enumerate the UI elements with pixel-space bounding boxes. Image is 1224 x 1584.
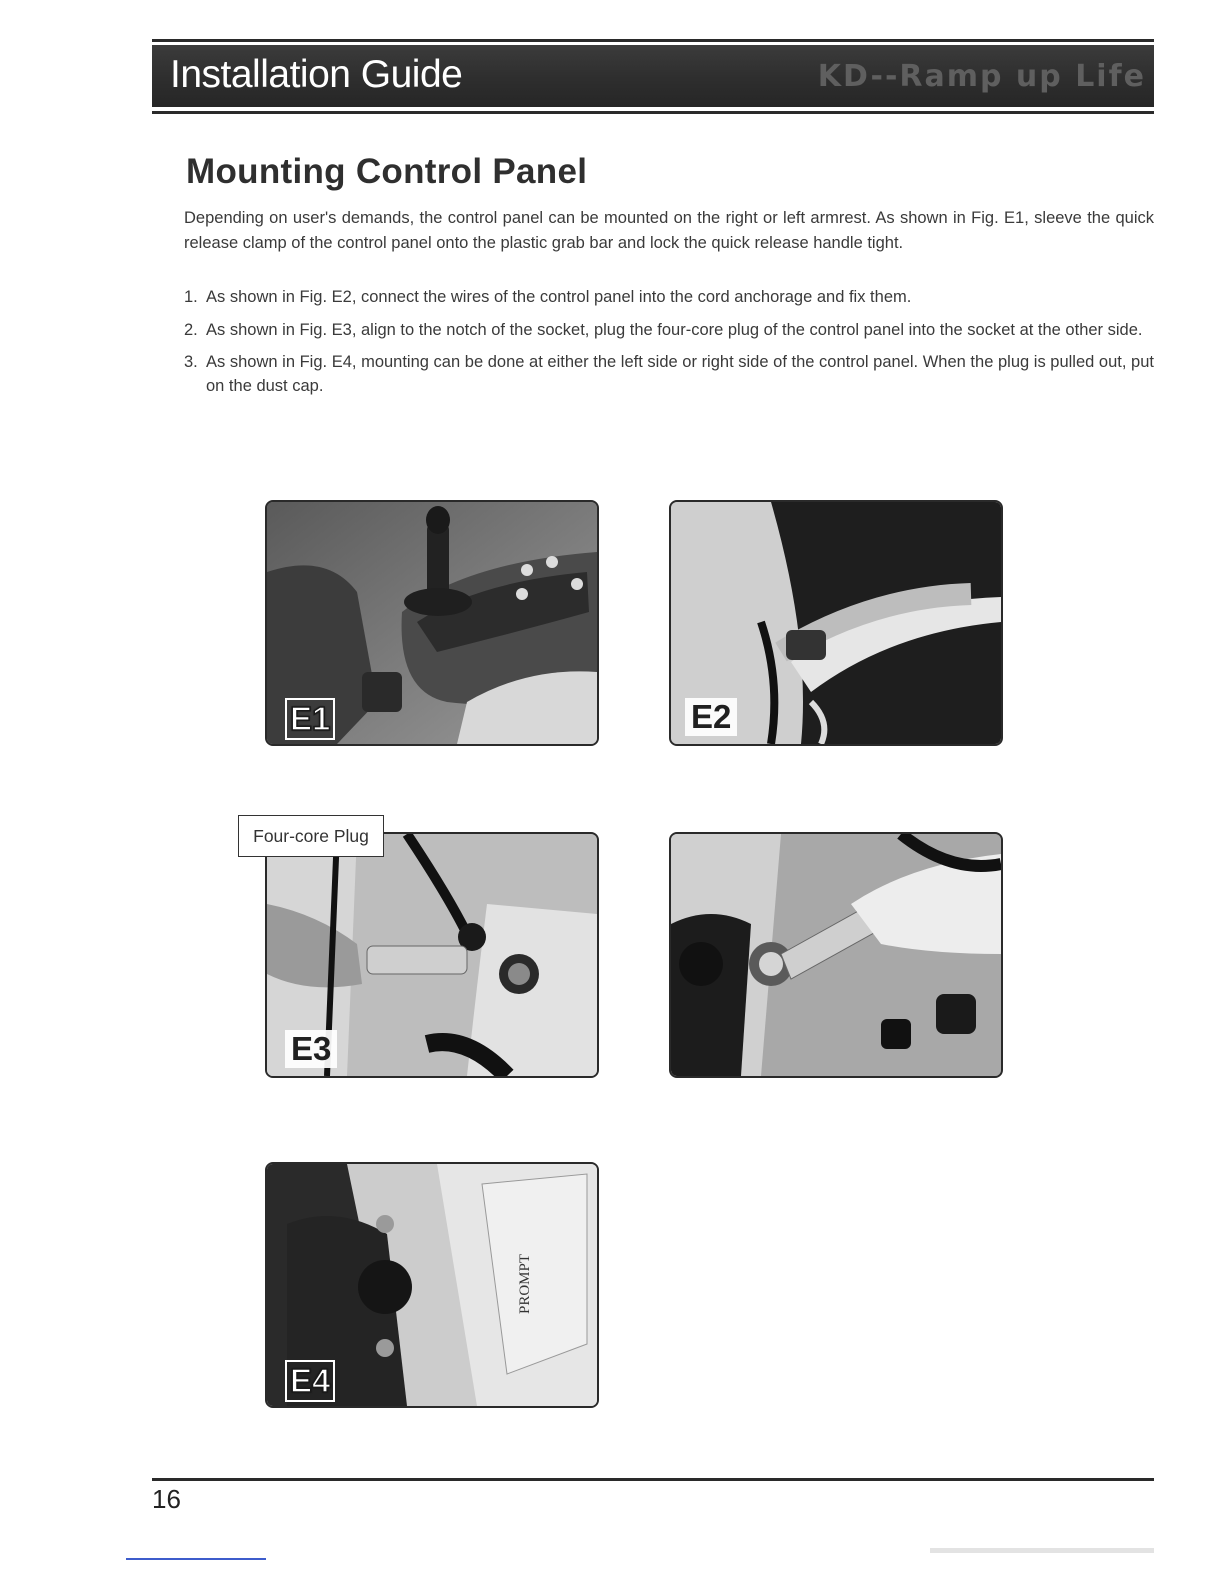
figure-e3-label: E3 [285,1030,337,1068]
step-text: As shown in Fig. E2, connect the wires of the control panel into the cord anchorage and fix them. [206,288,912,306]
footer-link-underline [126,1558,266,1560]
footer-rule [152,1478,1154,1481]
plug-insertion-closeup-illustration [671,834,1001,1076]
step-item [184,351,1154,398]
figure-e4-label: E4 [285,1360,335,1402]
intro-paragraph: Depending on user's demands, the control panel can be mounted on the right or left armrest. As shown in Fig. E1, sleeve the quick release clamp of the control panel onto the plastic grab bar and lock the quick release handle tight. [184,209,1154,252]
header-title: Installation Guide [170,53,463,96]
figure-e2-photo [669,500,1003,746]
section-title: Mounting Control Panel [186,152,588,191]
figure-e1-photo [265,500,599,746]
page-number: 16 [152,1484,181,1514]
header-bar [152,45,1154,107]
figure-e1-label: E1 [285,698,335,740]
figure-e4-photo [265,1162,599,1408]
header-bottom-rule [152,111,1154,114]
steps-list [184,286,1154,407]
step-text: As shown in Fig. E3, align to the notch of the socket, plug the four-core plug of the control panel into the socket at the other side. [206,320,1143,339]
step-number: 1. [184,288,198,306]
header-brand: KD--Ramp up Life [817,59,1146,94]
figure-e3-photo [265,832,599,1078]
header-top-rule [152,39,1154,42]
four-core-plug-callout: Four-core Plug [238,815,384,857]
prompt-panel-text: PROMPT [517,1253,533,1314]
figure-e3-closeup-photo [669,832,1003,1078]
step-number: 2. [184,320,198,339]
step-item [184,319,1154,343]
step-text: As shown in Fig. E4, mounting can be done at either the left side or right side of the control panel. When the plug is pulled out, put on the dust cap. [206,353,1154,395]
footer-scan-mark [930,1548,1154,1553]
step-number: 3. [184,353,198,371]
step-item [184,286,1154,310]
figure-e2-label: E2 [685,698,737,736]
